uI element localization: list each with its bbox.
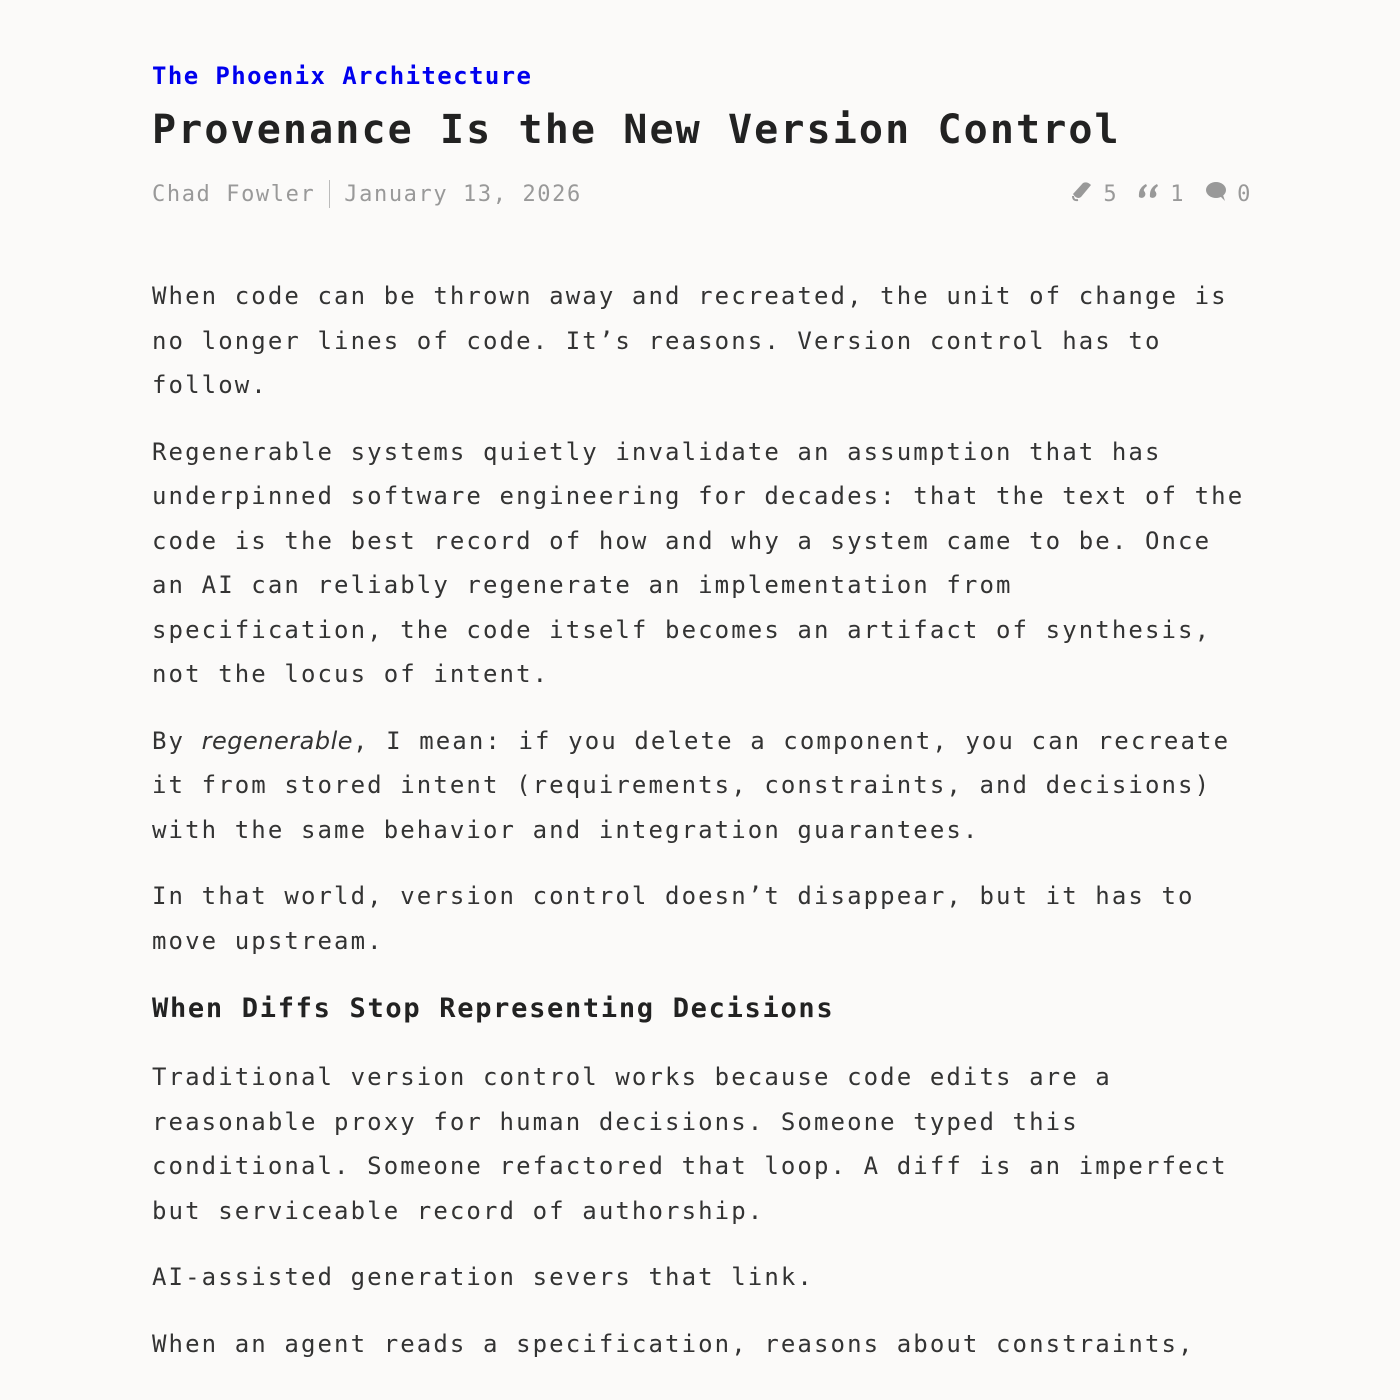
emphasis: regenerable — [201, 726, 354, 755]
article — [152, 56, 1252, 1358]
like-icon — [1069, 178, 1095, 210]
paragraph: AI-assisted generation severs that link. — [152, 1263, 814, 1291]
meta-divider — [329, 180, 330, 208]
paragraph: When an agent reads a specification, reasons about constraints, — [152, 1329, 1195, 1358]
paragraph: When code can be thrown away and recreated, the unit of change is no longer lines of code. It’s reasons. Version control has to follow. — [152, 282, 1228, 399]
quote-icon — [1136, 178, 1162, 210]
paragraph: Regenerable systems quietly invalidate an assumption that has underpinned software engineering for decades: that the text of the code is the best record of how and why a system came to be. Once an AI can reliably regenerate an implementation from specification, the code itself becomes an artifact of synthesis, not the locus of intent. — [152, 437, 1245, 688]
comment-icon — [1203, 178, 1229, 210]
restacks-button[interactable] — [1136, 178, 1185, 210]
text: By — [152, 726, 202, 755]
likes-count: 5 — [1103, 181, 1119, 207]
article-body — [152, 274, 1252, 1366]
publication-link[interactable]: The Phoenix Architecture — [152, 62, 533, 90]
publish-date: January 13, 2026 — [344, 181, 582, 207]
article-title: Provenance Is the New Version Control — [152, 107, 1121, 153]
section-heading: When Diffs Stop Representing Decisions — [152, 993, 835, 1024]
comments-button[interactable] — [1203, 178, 1252, 210]
comments-count: 0 — [1237, 181, 1252, 207]
text: , I mean: if you delete a component, you can recreate it from stored intent (requirements, constraints, and decisions) with the same behavior and integration guarantees. — [152, 726, 1231, 844]
author-name[interactable]: Chad Fowler — [152, 181, 316, 207]
paragraph: In that world, version control doesn’t disappear, but it has to move upstream. — [152, 882, 1195, 955]
restacks-count: 1 — [1170, 181, 1186, 207]
engagement-stats — [1059, 178, 1252, 210]
paragraph — [152, 719, 1252, 853]
article-meta — [152, 176, 1252, 212]
likes-button[interactable] — [1069, 178, 1118, 210]
paragraph: Traditional version control works because code edits are a reasonable proxy for human decisions. Someone typed this conditional. Someone refactored that loop. A diff is an imperfect but serviceable record of authorship. — [152, 1063, 1228, 1225]
